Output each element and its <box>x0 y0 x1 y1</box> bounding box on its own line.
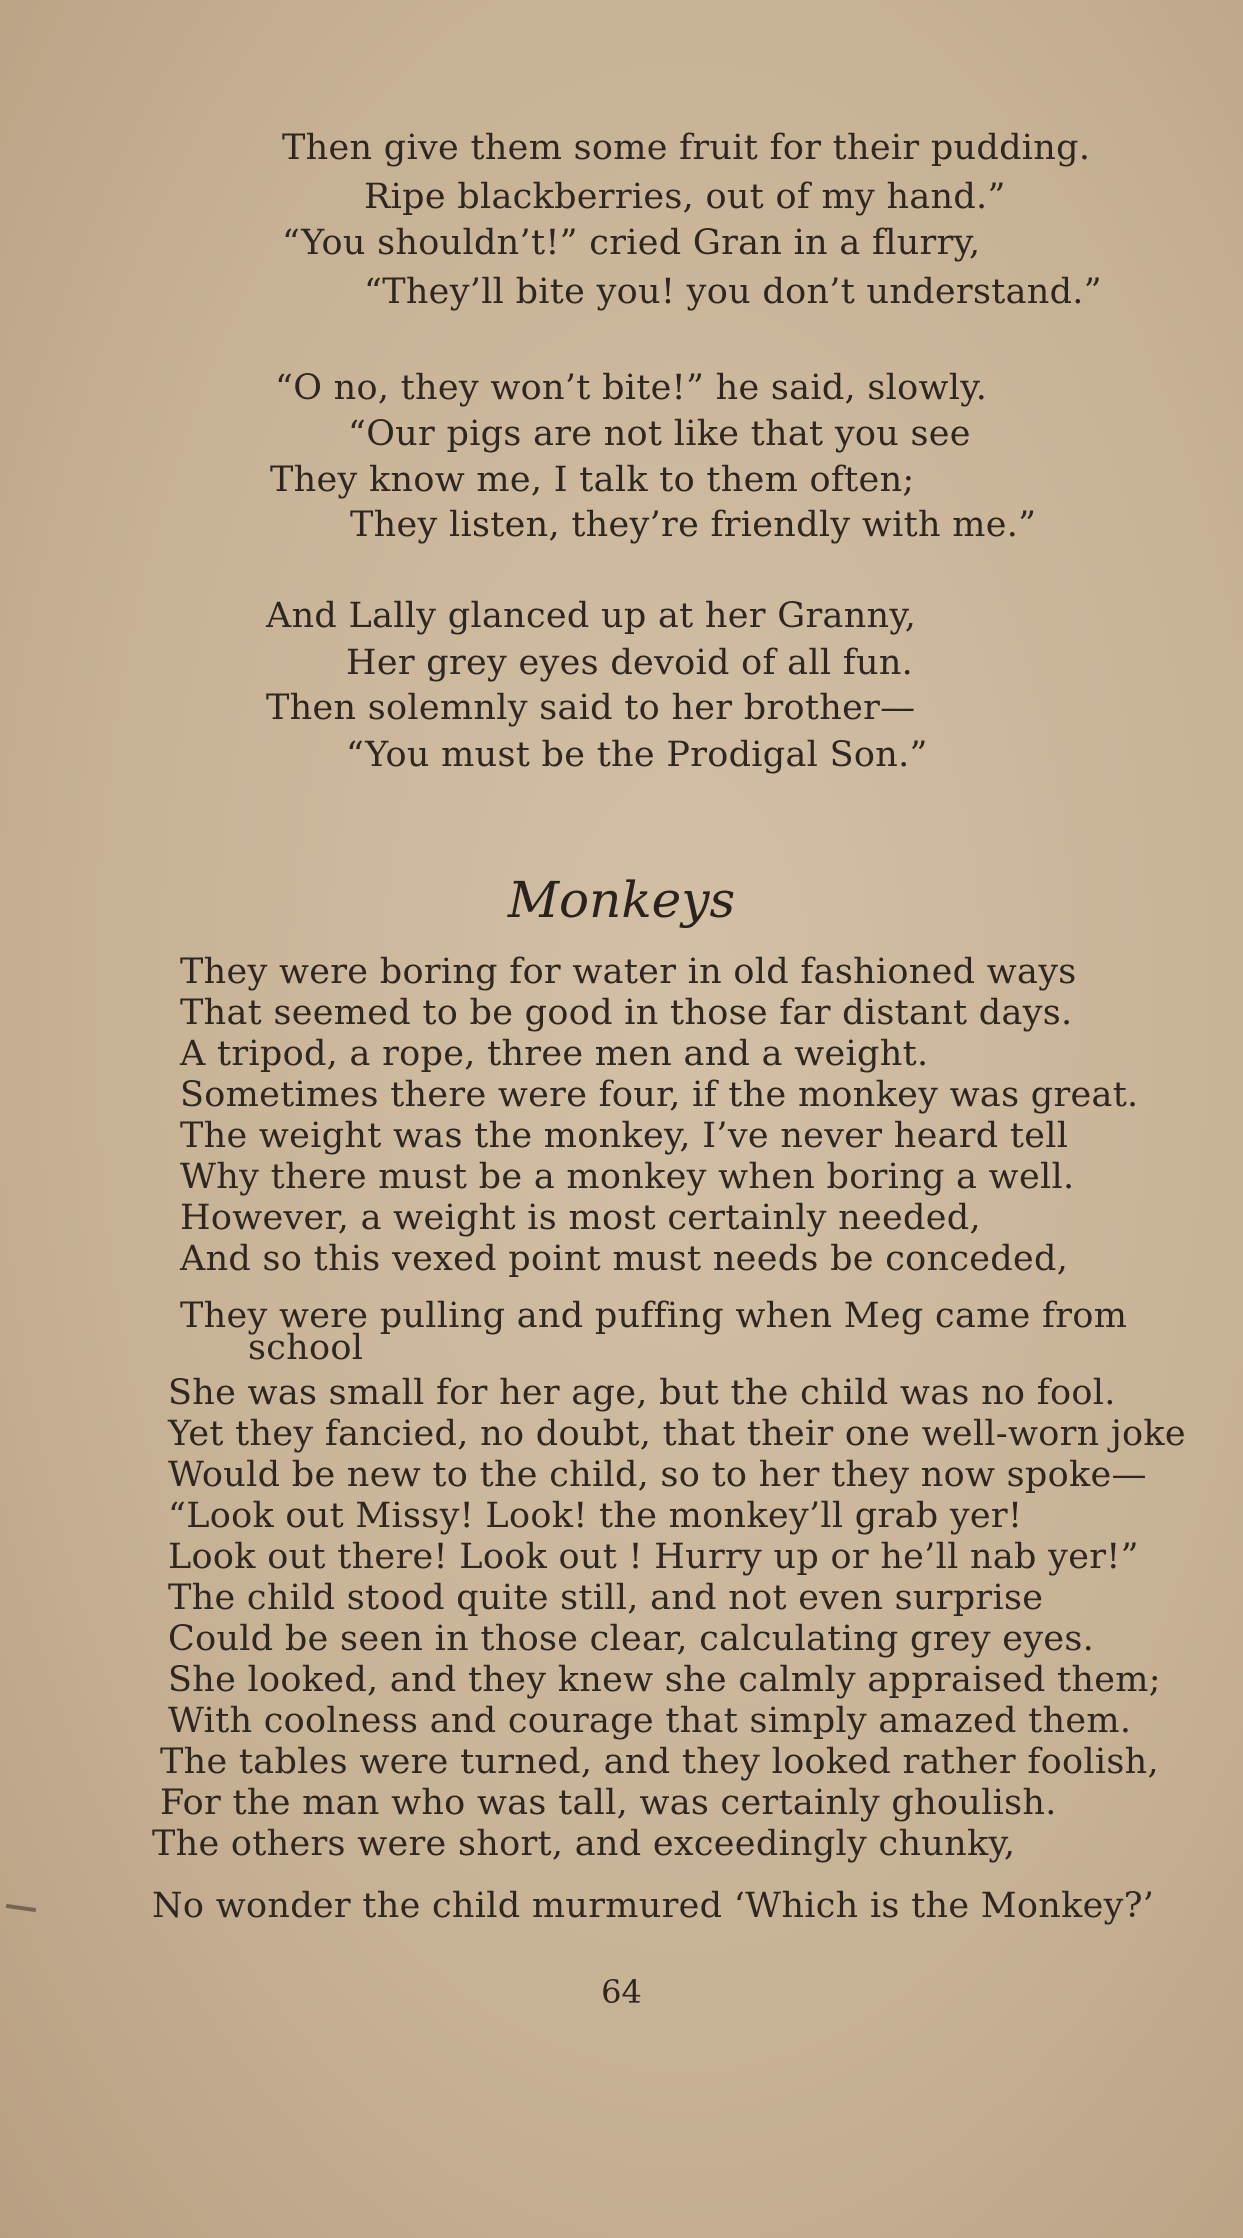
verse-line: “They’ll bite you! you don’t understand.” <box>364 272 1102 312</box>
poem-line: The others were short, and exceedingly chunky, <box>152 1824 1016 1864</box>
poem-line: Sometimes there were four, if the monkey was great. <box>180 1075 1139 1115</box>
poem-line: That seemed to be good in those far distant days. <box>180 993 1073 1033</box>
verse-line: Ripe blackberries, out of my hand.” <box>364 177 1006 217</box>
verse-line: “You shouldn’t!” cried Gran in a flurry, <box>282 223 981 263</box>
poem-line: They were boring for water in old fashioned ways <box>180 952 1077 992</box>
verse-line: And Lally glanced up at her Granny, <box>266 596 917 636</box>
poem-line: She was small for her age, but the child was no fool. <box>168 1373 1116 1413</box>
poem-line: And so this vexed point must needs be conceded, <box>180 1239 1069 1279</box>
poem-line: Would be new to the child, so to her they now spoke— <box>168 1455 1147 1495</box>
page-number: 64 <box>601 1973 642 2011</box>
verse-line: They listen, they’re friendly with me.” <box>350 505 1037 545</box>
poem-title: Monkeys <box>507 871 736 929</box>
poem-line: school <box>248 1328 364 1368</box>
verse-line: “O no, they won’t bite!” he said, slowly. <box>275 368 988 408</box>
margin-mark <box>6 1904 36 1912</box>
poem-line: With coolness and courage that simply amazed them. <box>168 1701 1132 1741</box>
poem-line: Yet they fancied, no doubt, that their one well-worn joke <box>168 1414 1186 1454</box>
poem-line: The child stood quite still, and not even surprise <box>168 1578 1044 1618</box>
poem-line: Why there must be a monkey when boring a well. <box>180 1157 1075 1197</box>
verse-line: “Our pigs are not like that you see <box>348 414 971 454</box>
poem-line: Look out there! Look out ! Hurry up or he’ll nab yer!” <box>168 1537 1139 1577</box>
poem-line: The weight was the monkey, I’ve never heard tell <box>180 1116 1069 1156</box>
poem-line: She looked, and they knew she calmly appraised them; <box>168 1660 1161 1700</box>
poem-line: No wonder the child murmured ‘Which is the Monkey?’ <box>152 1886 1155 1926</box>
poem-line: A tripod, a rope, three men and a weight. <box>180 1034 929 1074</box>
verse-line: “You must be the Prodigal Son.” <box>346 735 928 775</box>
verse-line: Her grey eyes devoid of all fun. <box>346 643 914 683</box>
verse-line: Then give them some fruit for their pudding. <box>282 128 1091 168</box>
verse-line: They know me, I talk to them often; <box>270 460 915 500</box>
poem-line: However, a weight is most certainly needed, <box>180 1198 981 1238</box>
poem-line: “Look out Missy! Look! the monkey’ll grab yer! <box>168 1496 1023 1536</box>
poem-line: Could be seen in those clear, calculating grey eyes. <box>168 1619 1095 1659</box>
poem-line: The tables were turned, and they looked rather foolish, <box>160 1742 1159 1782</box>
verse-line: Then solemnly said to her brother— <box>266 688 916 728</box>
poem-line: They were pulling and puffing when Meg came from <box>180 1296 1128 1336</box>
poem-line: For the man who was tall, was certainly ghoulish. <box>160 1783 1057 1823</box>
